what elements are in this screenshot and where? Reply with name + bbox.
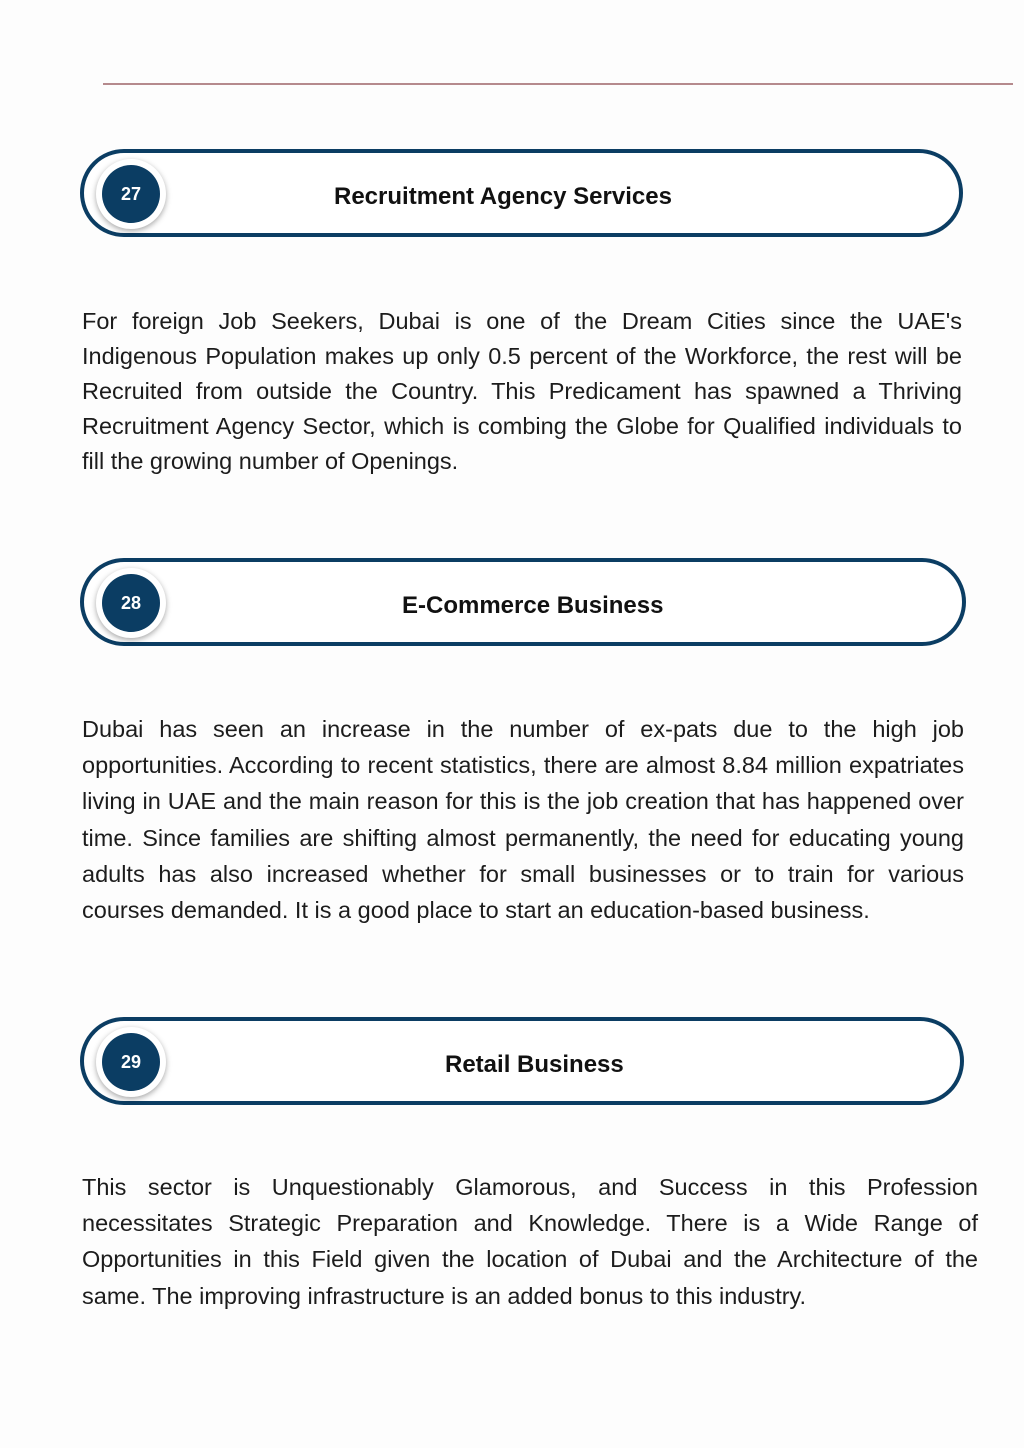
section-header-ecommerce	[80, 558, 966, 646]
section-title: E-Commerce Business	[402, 592, 664, 619]
section-header-retail	[80, 1017, 964, 1105]
section-number: 27	[102, 165, 160, 223]
top-divider	[103, 83, 1013, 85]
section-body-recruitment: For foreign Job Seekers, Dubai is one of the Dream Cities since the UAE's Indigenous Population makes up only 0.5 percent of the Workforce, the rest will be Recruited from outside the Country. This Predicament has spawned a Thriving Recruitment Agency Sector, which is combing the Globe for Qualified individuals to fill the growing number of Openings.	[82, 308, 962, 474]
section-title: Recruitment Agency Services	[334, 183, 672, 210]
section-number-badge	[96, 159, 166, 229]
section-body-retail: This sector is Unquestionably Glamorous, and Success in this Profession necessitates Strategic Preparation and Knowledge. There is a Wide Range of Opportunities in this Field given the location of Dubai and the Architecture of the same. The improving infrastructure is an added bonus to this industry.	[82, 1174, 978, 1309]
section-title: Retail Business	[445, 1051, 624, 1078]
section-number-badge	[96, 568, 166, 638]
section-body-ecommerce: Dubai has seen an increase in the number of ex-pats due to the high job opportunities. According to recent statistics, there are almost 8.84 million expatriates living in UAE and the main reason for this is the job creation that has happened over time. Since families are shifting almost permanently, the need for educating young adults has also increased whether for small businesses or to train for various courses demanded. It is a good place to start an education-based business.	[82, 716, 964, 924]
section-number: 28	[102, 574, 160, 632]
section-header-recruitment	[80, 149, 963, 237]
section-number: 29	[102, 1033, 160, 1091]
section-number-badge	[96, 1027, 166, 1097]
